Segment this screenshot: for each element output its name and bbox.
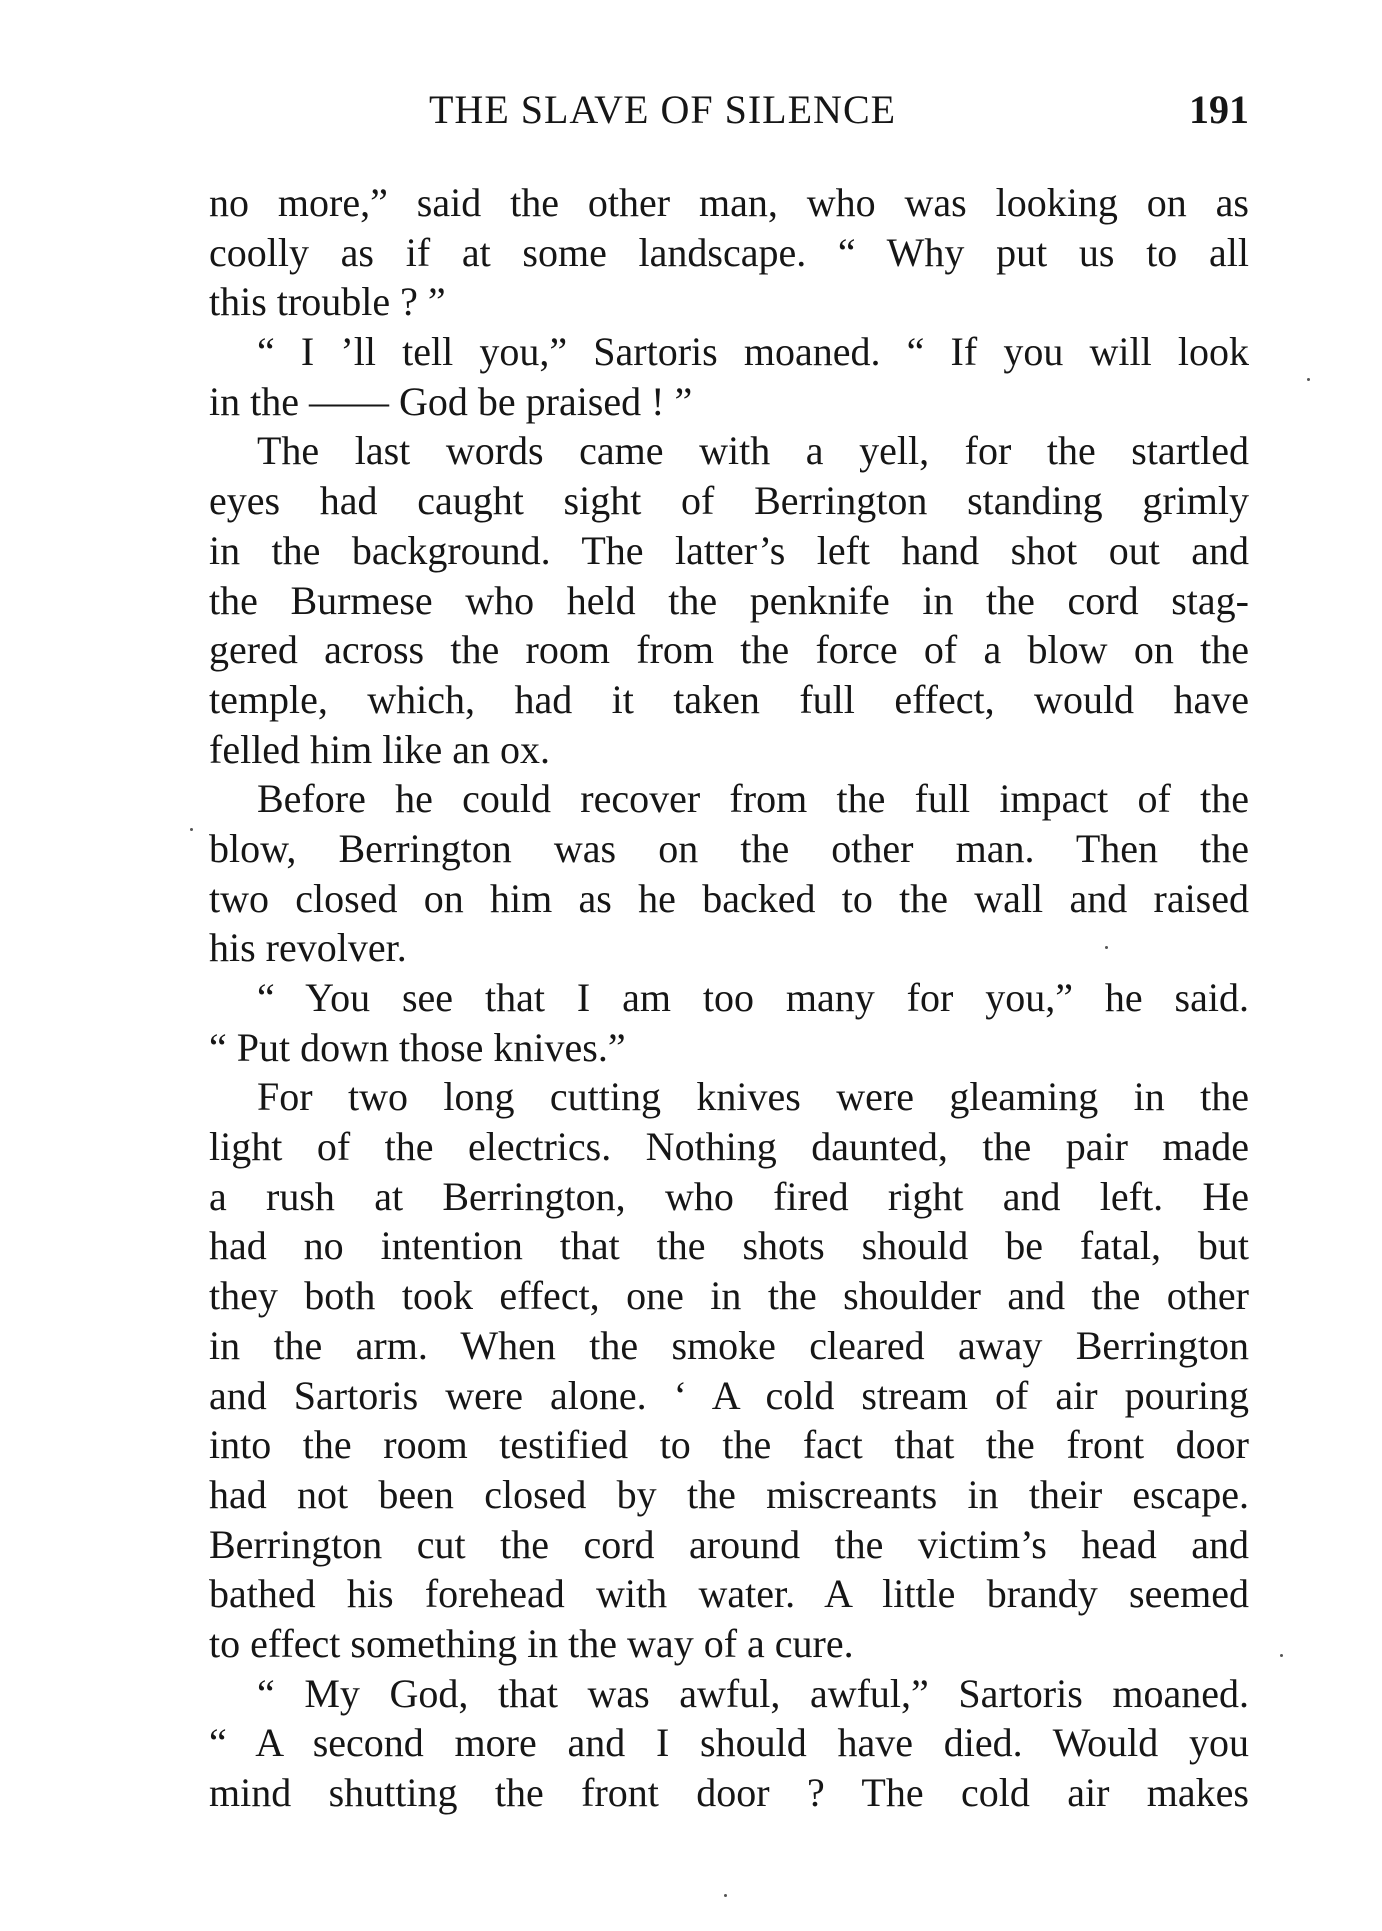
text-line: a rush at Berrington, who fired right and left. He: [209, 1173, 1249, 1219]
text-line: and Sartoris were alone. ‘ A cold stream of air pouring: [209, 1372, 1249, 1418]
text-line: Before he could recover from the full impact of the: [257, 776, 1249, 822]
text-line: into the room testified to the fact that the front door: [209, 1422, 1249, 1468]
text-line: had no intention that the shots should be fatal, but: [209, 1223, 1249, 1269]
page-number: 191: [1189, 87, 1249, 132]
text-line: “ I ’ll tell you,” Sartoris moaned. “ If you will look: [257, 329, 1249, 375]
print-speck: [724, 1894, 727, 1897]
text-line: his revolver.: [209, 925, 407, 971]
text-line: For two long cutting knives were gleaming in the: [257, 1074, 1249, 1120]
text-line: blow, Berrington was on the other man. Then the: [209, 825, 1249, 871]
text-line: to effect something in the way of a cure.: [209, 1620, 854, 1666]
text-line: this trouble ? ”: [209, 279, 446, 325]
text-line: gered across the room from the force of a blow on the: [209, 627, 1249, 673]
text-line: in the arm. When the smoke cleared away Berrington: [209, 1322, 1249, 1368]
text-line: light of the electrics. Nothing daunted, the pair made: [209, 1124, 1249, 1170]
text-line: The last words came with a yell, for the startled: [257, 428, 1249, 474]
print-speck: [190, 828, 193, 831]
print-speck: [1307, 378, 1310, 381]
text-line: in the background. The latter’s left hand shot out and: [209, 527, 1249, 573]
text-line: no more,” said the other man, who was looking on as: [209, 180, 1249, 225]
text-line: temple, which, had it taken full effect, would have: [209, 676, 1249, 722]
text-line: “ Put down those knives.”: [209, 1024, 626, 1070]
text-line: mind shutting the front door ? The cold air makes: [209, 1770, 1249, 1815]
text-line: felled him like an ox.: [209, 726, 551, 772]
text-line: “ You see that I am too many for you,” he said.: [257, 975, 1249, 1020]
text-line: the Burmese who held the penknife in the cord stag-: [209, 577, 1249, 623]
print-speck: [1105, 946, 1108, 949]
text-line: they both took effect, one in the shoulder and the other: [209, 1273, 1249, 1319]
text-line: “ My God, that was awful, awful,” Sartoris moaned.: [257, 1670, 1249, 1716]
text-line: Berrington cut the cord around the victim’s head and: [209, 1521, 1249, 1567]
text-line: two closed on him as he backed to the wall and raised: [209, 875, 1249, 921]
running-title: THE SLAVE OF SILENCE: [429, 87, 897, 132]
print-speck: [1280, 1654, 1283, 1657]
text-line: had not been closed by the miscreants in their escape.: [209, 1471, 1249, 1517]
text-line: coolly as if at some landscape. “ Why put us to all: [209, 229, 1249, 275]
text-line: “ A second more and I should have died. Would you: [209, 1720, 1249, 1766]
text-line: bathed his forehead with water. A little brandy seemed: [209, 1571, 1249, 1617]
page-header: [209, 86, 1249, 136]
body-text: [209, 178, 1249, 1818]
text-line: eyes had caught sight of Berrington standing grimly: [209, 478, 1249, 524]
text-line: in the —— God be praised ! ”: [209, 378, 693, 424]
